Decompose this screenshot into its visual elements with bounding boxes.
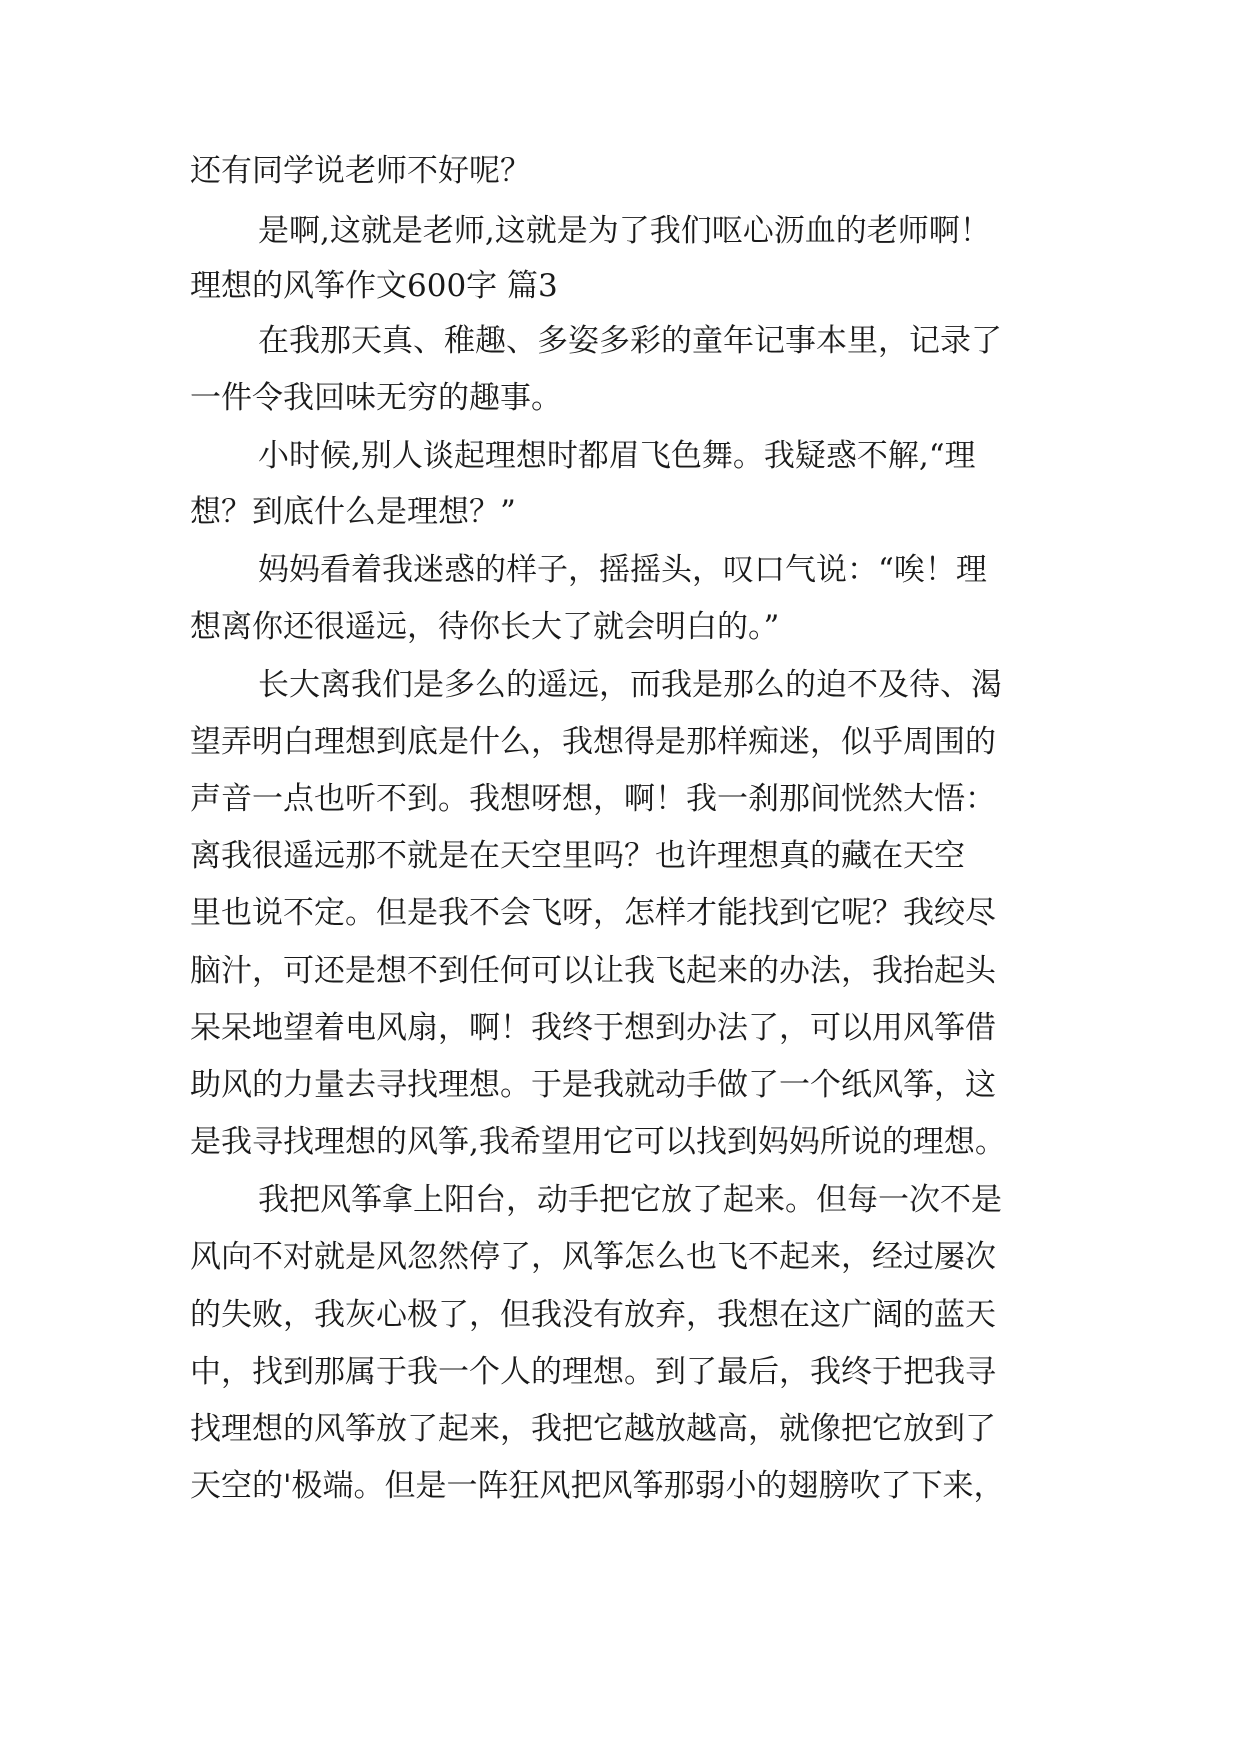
text-line: 是我寻找理想的风筝,我希望用它可以找到妈妈所说的理想。 [190, 1124, 1006, 1160]
text-line: 我把风筝拿上阳台，动手把它放了起来。但每一次不是 [258, 1182, 1002, 1218]
text-line: 助风的力量去寻找理想。于是我就动手做了一个纸风筝，这 [190, 1067, 996, 1103]
text-line: 呆呆地望着电风扇，啊！我终于想到办法了，可以用风筝借 [190, 1010, 996, 1046]
text-line: 找理想的风筝放了起来，我把它越放越高，就像把它放到了 [190, 1411, 996, 1447]
text-line: 想？到底什么是理想？” [190, 494, 516, 530]
text-line: 天空的'极端。但是一阵狂风把风筝那弱小的翅膀吹了下来， [190, 1468, 1005, 1504]
text-line: 里也说不定。但是我不会飞呀，怎样才能找到它呢？我绞尽 [190, 895, 996, 931]
text-line: 妈妈看着我迷惑的样子，摇摇头，叹口气说：“唉！理 [258, 552, 987, 588]
text-line: 脑汁，可还是想不到任何可以让我飞起来的办法，我抬起头 [190, 953, 996, 989]
section-heading: 理想的风筝作文600字 篇3 [190, 268, 558, 304]
text-line: 中，找到那属于我一个人的理想。到了最后，我终于把我寻 [190, 1354, 996, 1390]
text-line: 长大离我们是多么的遥远，而我是那么的迫不及待、渴 [258, 667, 1002, 703]
text-line: 离我很遥远那不就是在天空里吗？也许理想真的藏在天空 [190, 838, 965, 874]
text-line: 在我那天真、稚趣、多姿多彩的童年记事本里，记录了 [258, 323, 1002, 359]
text-line: 小时候,别人谈起理想时都眉飞色舞。我疑惑不解,“理 [258, 438, 976, 474]
text-line: 风向不对就是风忽然停了，风筝怎么也飞不起来，经过屡次 [190, 1239, 996, 1275]
text-line: 想离你还很遥远，待你长大了就会明白的。” [190, 609, 780, 645]
text-line: 还有同学说老师不好呢？ [190, 153, 531, 189]
text-line: 是啊,这就是老师,这就是为了我们呕心沥血的老师啊！ [258, 213, 991, 249]
text-line: 声音一点也听不到。我想呀想，啊！我一刹那间恍然大悟： [190, 781, 996, 817]
text-line: 望弄明白理想到底是什么，我想得是那样痴迷，似乎周围的 [190, 724, 996, 760]
text-line: 一件令我回味无穷的趣事。 [190, 380, 562, 416]
text-line: 的失败，我灰心极了，但我没有放弃，我想在这广阔的蓝天 [190, 1297, 996, 1333]
